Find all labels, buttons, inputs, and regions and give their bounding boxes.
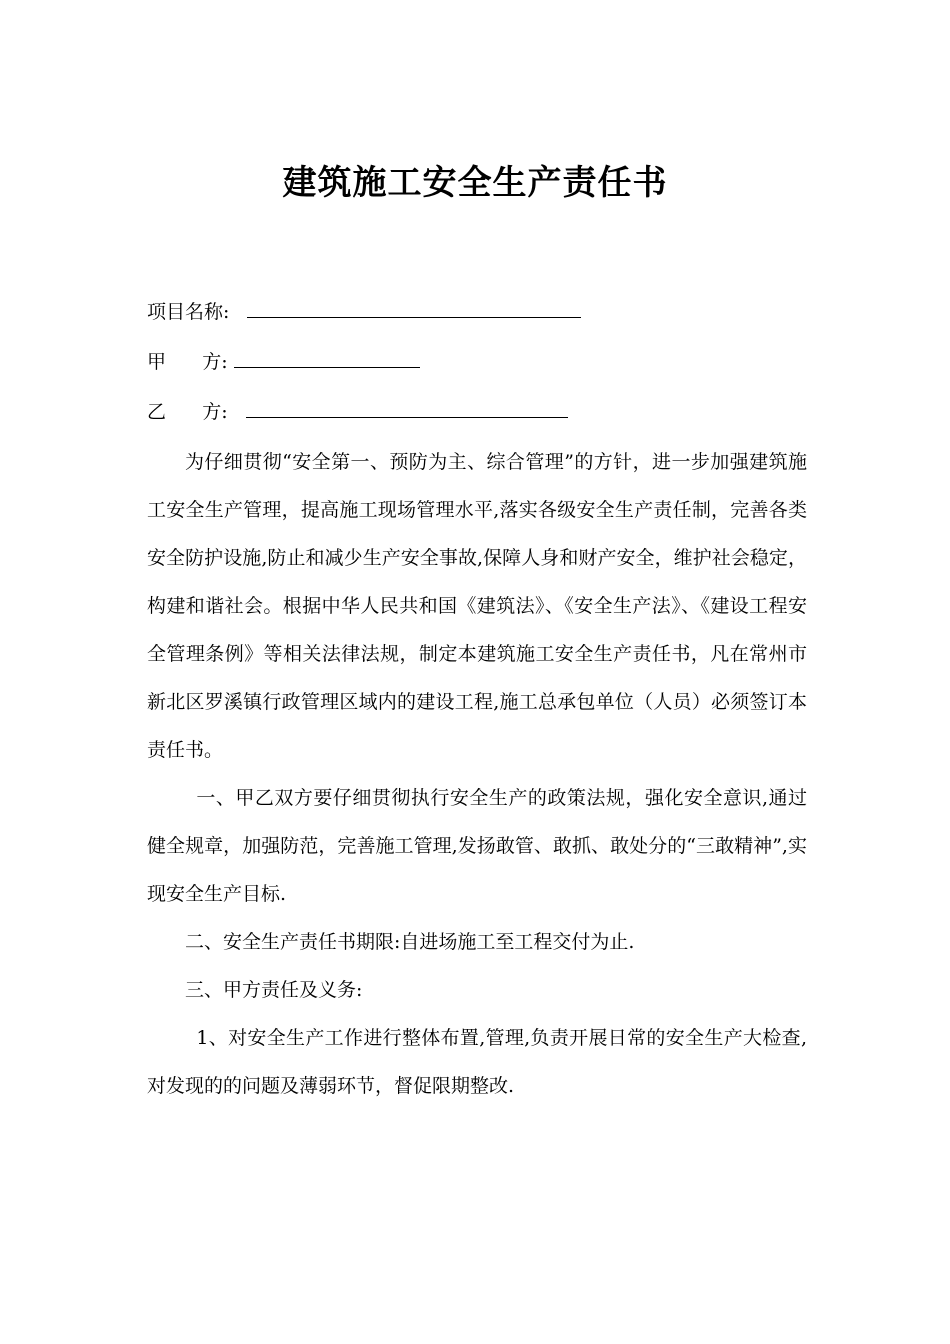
clause-1-paragraph: 一、甲乙双方要仔细贯彻执行安全生产的政策法规，强化安全意识,通过健全规章，加强防范，完善施工管理,发扬敢管、敢抓、敢处分的“三敢精神”,实现安全生产目标. bbox=[147, 787, 807, 905]
clause-3-heading: 三、甲方责任及义务: bbox=[185, 979, 363, 1001]
party-b-label: 乙 方: bbox=[147, 401, 228, 423]
party-b-blank[interactable] bbox=[246, 399, 568, 418]
project-name-field bbox=[147, 299, 581, 325]
project-name-blank[interactable] bbox=[247, 299, 581, 318]
project-name-label: 项目名称: bbox=[147, 301, 230, 323]
party-a-label: 甲 方: bbox=[147, 351, 228, 373]
clause-3-item-1: 1、对安全生产工作进行整体布置,管理,负责开展日常的安全生产大检查,对发现的的问题及薄弱环节，督促限期整改. bbox=[147, 1027, 807, 1097]
document-body bbox=[147, 438, 807, 1110]
party-a-field bbox=[147, 349, 420, 375]
intro-paragraph: 为仔细贯彻“安全第一、预防为主、综合管理”的方针，进一步加强建筑施工安全生产管理，提高施工现场管理水平,落实各级安全生产责任制，完善各类安全防护设施,防止和减少生产安全事故,保障人身和财产安全，维护社会稳定，构建和谐社会。根据中华人民共和国《建筑法》、《安全生产法》、《建设工程安全管理条例》等相关法律法规，制定本建筑施工安全生产责任书，凡在常州市新北区罗溪镇行政管理区域内的建设工程,施工总承包单位（人员）必须签订本责任书。 bbox=[147, 451, 807, 761]
party-b-field bbox=[147, 399, 568, 425]
clause-2-paragraph: 二、安全生产责任书期限:自进场施工至工程交付为止. bbox=[185, 931, 635, 953]
document-title: 建筑施工安全生产责任书 bbox=[282, 163, 668, 203]
party-a-blank[interactable] bbox=[234, 349, 420, 368]
